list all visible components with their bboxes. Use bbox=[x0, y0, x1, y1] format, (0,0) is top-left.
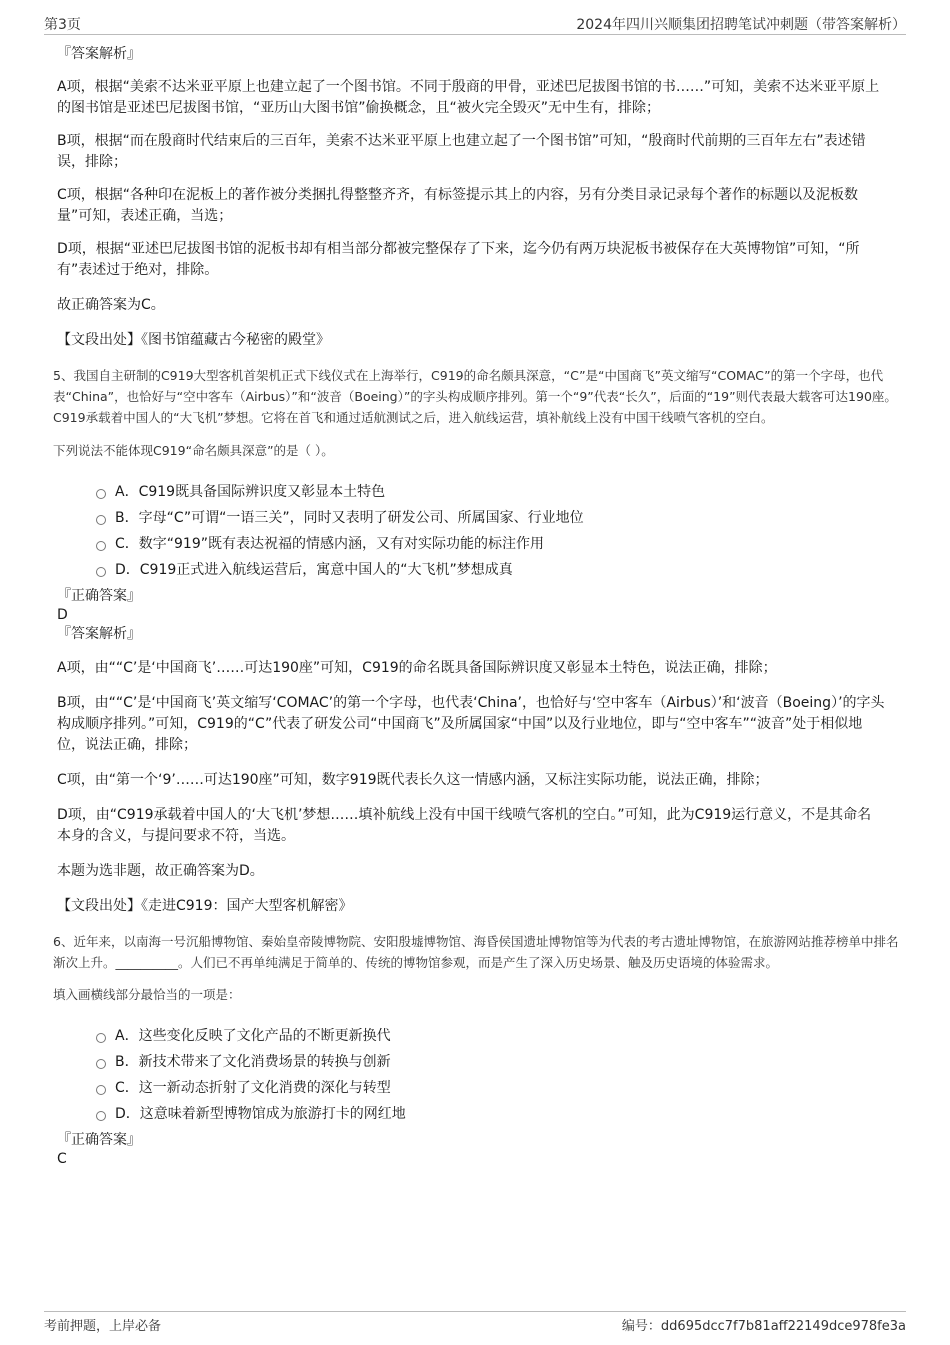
analysis-title: 『答案解析』 bbox=[57, 46, 141, 62]
answer-title: 『正确答案』 bbox=[57, 587, 141, 604]
option-c[interactable] bbox=[96, 531, 885, 557]
radio-icon[interactable] bbox=[96, 1033, 106, 1043]
answer-value: C bbox=[57, 1151, 67, 1167]
page-footer bbox=[44, 1311, 906, 1336]
document-code: 编号：dd695dcc7f7b81aff22149dce978fe3a bbox=[621, 1319, 906, 1334]
option-label: A．C919既具备国际辨识度又彰显本土特色 bbox=[115, 483, 386, 500]
answer-value: D bbox=[57, 606, 68, 623]
radio-icon[interactable] bbox=[96, 1059, 106, 1069]
radio-icon[interactable] bbox=[96, 1111, 106, 1121]
option-c[interactable] bbox=[96, 1075, 885, 1101]
answer-title: 『正确答案』 bbox=[57, 1132, 141, 1148]
option-label: D．C919正式进入航线运营后，寓意中国人的“大飞机”梦想成真 bbox=[115, 561, 513, 578]
source-citation: 【文段出处】《走进C919：国产大型客机解密》 bbox=[57, 897, 353, 914]
analysis-conclusion: 本题为选非题，故正确答案为D。 bbox=[57, 862, 264, 879]
option-a[interactable] bbox=[96, 479, 885, 505]
analysis-paragraph-c: C项，根据“各种印在泥板上的著作被分类捆扎得整整齐齐，有标签提示其上的内容，另有分类目录记录每个著作的标题以及泥板数量”可知，表述正确，当选； bbox=[57, 187, 859, 224]
page-content bbox=[53, 44, 899, 1169]
option-b[interactable] bbox=[96, 1049, 885, 1075]
option-label: B．新技术带来了文化消费场景的转换与创新 bbox=[115, 1054, 391, 1070]
source-citation: 【文段出处】《图书馆蕴藏古今秘密的殿堂》 bbox=[57, 332, 330, 348]
option-d[interactable] bbox=[96, 557, 885, 583]
option-b[interactable] bbox=[96, 505, 885, 531]
page-header bbox=[44, 14, 906, 35]
option-label: B．字母“C”可谓“一语三关”，同时又表明了研发公司、所属国家、行业地位 bbox=[115, 509, 584, 526]
question-6-options bbox=[96, 1023, 885, 1127]
question-5-options bbox=[96, 479, 885, 583]
radio-icon[interactable] bbox=[96, 567, 106, 577]
option-d[interactable] bbox=[96, 1101, 885, 1127]
option-label: C．数字“919”既有表达祝福的情感内涵，又有对实际功能的标注作用 bbox=[115, 535, 545, 552]
document-title: 2024年四川兴顺集团招聘笔试冲刺题（带答案解析） bbox=[576, 17, 906, 33]
question-5-stem: 5、我国自主研制的C919大型客机首架机正式下线仪式在上海举行，C919的命名颇具深意，“C”是“中国商飞”英文缩写“COMAC”的第一个字母，也代表“China”，也恰好与“空中客车（Airbus）”和“波音（Boeing）”的字头构成顺序排列。第一个“9”代表“长久”，后面的“19”则代表最大载客可达190座。C919承载着中国人的“大飞机”梦想。它将在首飞和通过适航测试之后，进入航线运营，填补航线上没有中国干线喷气客机的空白。 bbox=[53, 368, 897, 425]
radio-icon[interactable] bbox=[96, 541, 106, 551]
analysis-paragraph-c: C项，由“第一个‘9’……可达190座”可知，数字919既代表长久这一情感内涵，又标注实际功能，说法正确，排除； bbox=[57, 771, 769, 788]
page-number: 第3页 bbox=[44, 17, 81, 33]
analysis-title: 『答案解析』 bbox=[57, 625, 141, 642]
option-label: C．这一新动态折射了文化消费的深化与转型 bbox=[115, 1080, 391, 1096]
question-5-ask: 下列说法不能体现C919“命名颇具深意”的是（ ）。 bbox=[53, 442, 334, 458]
analysis-paragraph-a: A项，根据“美索不达米亚平原上也建立起了一个图书馆。不同于殷商的甲骨，亚述巴尼拔图书馆的书……”可知，美索不达米亚平原上的图书馆是亚述巴尼拔图书馆，“亚历山大图书馆”偷换概念，且“被火完全毁灭”无中生有，排除； bbox=[57, 79, 880, 116]
analysis-paragraph-b: B项，由““C’是‘中国商飞’英文缩写‘COMAC’的第一个字母，也代表‘China’，也恰好与‘空中客车（Airbus）’和‘波音（Boeing）’的字头构成顺序排列。”可知，C919的“C”代表了研发公司“中国商飞”及所属国家“中国”以及行业地位，即与“空中客车”“波音”处于相似地位，说法正确，排除； bbox=[57, 694, 885, 753]
radio-icon[interactable] bbox=[96, 1085, 106, 1095]
question-6-stem: 6、近年来，以南海一号沉船博物馆、秦始皇帝陵博物院、安阳殷墟博物馆、海昏侯国遗址博物馆等为代表的考古遗址博物馆，在旅游网站推荐榜单中排名渐次上升。__________。人们已不再单纯满足于简单的、传统的博物馆参观，而是产生了深入历史场景、触及历史语境的体验需求。 bbox=[53, 933, 899, 970]
radio-icon[interactable] bbox=[96, 515, 106, 525]
option-a[interactable] bbox=[96, 1023, 885, 1049]
option-label: A．这些变化反映了文化产品的不断更新换代 bbox=[115, 1028, 391, 1044]
radio-icon[interactable] bbox=[96, 489, 106, 499]
analysis-paragraph-b: B项，根据“而在殷商时代结束后的三百年，美索不达米亚平原上也建立起了一个图书馆”可知，“殷商时代前期的三百年左右”表述错误，排除； bbox=[57, 133, 866, 170]
analysis-conclusion: 故正确答案为C。 bbox=[57, 297, 165, 313]
analysis-paragraph-d: D项，由“C919承载着中国人的‘大飞机’梦想……填补航线上没有中国干线喷气客机的空白。”可知，此为C919运行意义，不是其命名本身的含义，与提问要求不符，当选。 bbox=[57, 806, 872, 844]
analysis-paragraph-d: D项，根据“亚述巴尼拔图书馆的泥板书却有相当部分都被完整保存了下来，迄今仍有两万块泥板书被保存在大英博物馆”可知，“所有”表述过于绝对，排除。 bbox=[57, 241, 860, 278]
analysis-paragraph-a: A项，由““C’是‘中国商飞’……可达190座”可知，C919的命名既具备国际辨识度又彰显本土特色，说法正确，排除； bbox=[57, 659, 777, 676]
option-label: D．这意味着新型博物馆成为旅游打卡的网红地 bbox=[115, 1106, 406, 1122]
question-6-ask: 填入画横线部分最恰当的一项是： bbox=[53, 987, 241, 1002]
footer-slogan: 考前押题，上岸必备 bbox=[44, 1319, 162, 1334]
